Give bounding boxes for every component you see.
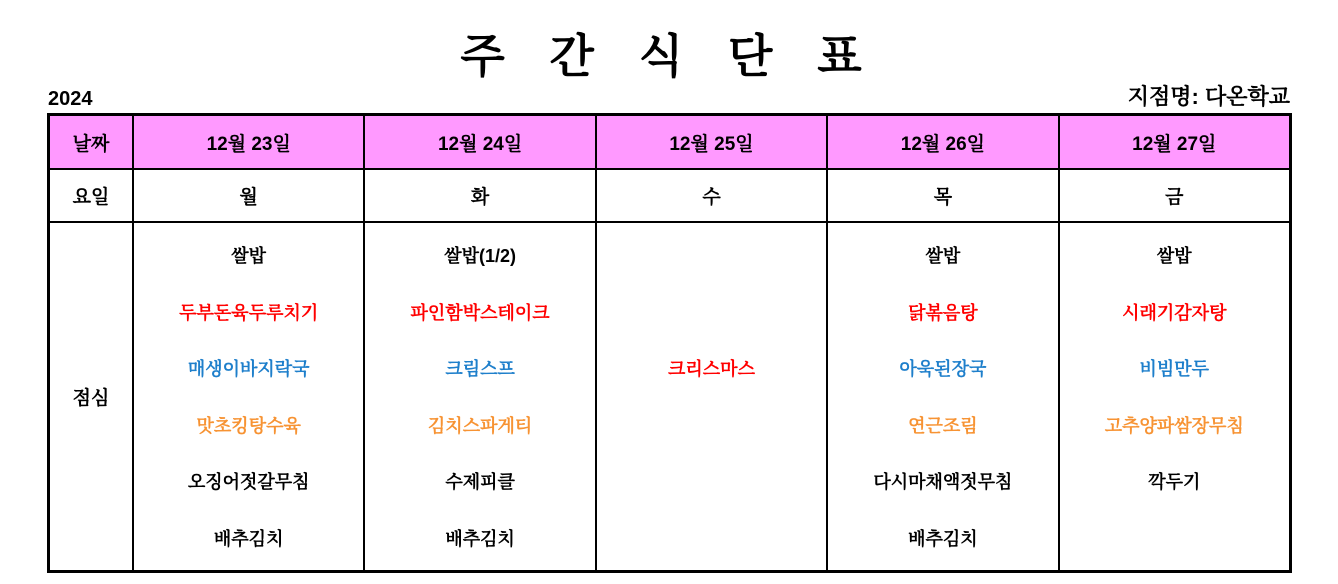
branch-name: 지점명: 다온학교 xyxy=(1127,84,1290,109)
menu-item xyxy=(597,227,826,284)
menu-item: 시래기감자탕 xyxy=(1122,302,1227,323)
date-header-thu: 12월 26일 xyxy=(828,116,1057,168)
menu-column-fri xyxy=(1060,223,1289,570)
menu-item: 배추김치 xyxy=(213,528,284,549)
menu-item: 쌀밥 xyxy=(925,246,961,267)
menu-item xyxy=(597,453,826,510)
menu-item: 배추김치 xyxy=(445,528,515,549)
menu-column-wed xyxy=(597,223,826,570)
day-thu: 목 xyxy=(828,170,1057,221)
menu-item: 깍두기 xyxy=(1148,472,1201,493)
menu-item: 두부돈육두루치기 xyxy=(179,302,319,323)
menu-item: 김치스파게티 xyxy=(427,415,533,436)
day-mon: 월 xyxy=(134,170,363,221)
menu-item: 크리스마스 xyxy=(668,359,755,380)
day-fri: 금 xyxy=(1060,170,1289,221)
menu-item: 수제피클 xyxy=(445,472,515,493)
menu-item: 비빔만두 xyxy=(1139,359,1210,380)
menu-item: 닭볶음탕 xyxy=(908,302,978,323)
date-header-fri: 12월 27일 xyxy=(1060,116,1289,168)
date-header-mon: 12월 23일 xyxy=(134,116,363,168)
day-wed: 수 xyxy=(597,170,826,221)
meta-row xyxy=(48,80,1290,111)
page-title: 주 간 식 단 표 xyxy=(460,30,878,82)
menu-column-tue xyxy=(365,223,594,570)
menu-item: 다시마채액젓무침 xyxy=(873,472,1013,493)
menu-item: 연근조림 xyxy=(908,415,978,436)
menu-item: 매생이바지락국 xyxy=(187,359,310,380)
menu-item: 배추김치 xyxy=(908,528,978,549)
day-row-label: 요일 xyxy=(50,170,132,221)
menu-item xyxy=(1060,510,1289,567)
menu-table xyxy=(47,113,1292,573)
menu-item xyxy=(597,284,826,341)
menu-item: 쌀밥(1/2) xyxy=(444,246,516,267)
date-row-label: 날짜 xyxy=(50,116,132,168)
menu-column-mon xyxy=(134,223,363,570)
day-tue: 화 xyxy=(365,170,594,221)
menu-item xyxy=(597,397,826,454)
menu-item: 크림스프 xyxy=(445,359,515,380)
menu-item: 맛초킹탕수육 xyxy=(196,415,301,436)
menu-item: 고추양파쌈장무침 xyxy=(1104,415,1244,436)
menu-item: 오징어젓갈무침 xyxy=(187,472,310,493)
menu-column-thu xyxy=(828,223,1057,570)
year-label: 2024 xyxy=(48,88,93,110)
date-header-wed: 12월 25일 xyxy=(597,116,826,168)
date-header-tue: 12월 24일 xyxy=(365,116,594,168)
meal-row-label: 점심 xyxy=(50,223,132,570)
menu-item xyxy=(597,510,826,567)
menu-item: 쌀밥 xyxy=(1156,246,1192,267)
menu-item: 파인함박스테이크 xyxy=(410,302,550,323)
menu-item: 쌀밥 xyxy=(231,246,267,267)
menu-item: 아욱된장국 xyxy=(899,359,987,380)
